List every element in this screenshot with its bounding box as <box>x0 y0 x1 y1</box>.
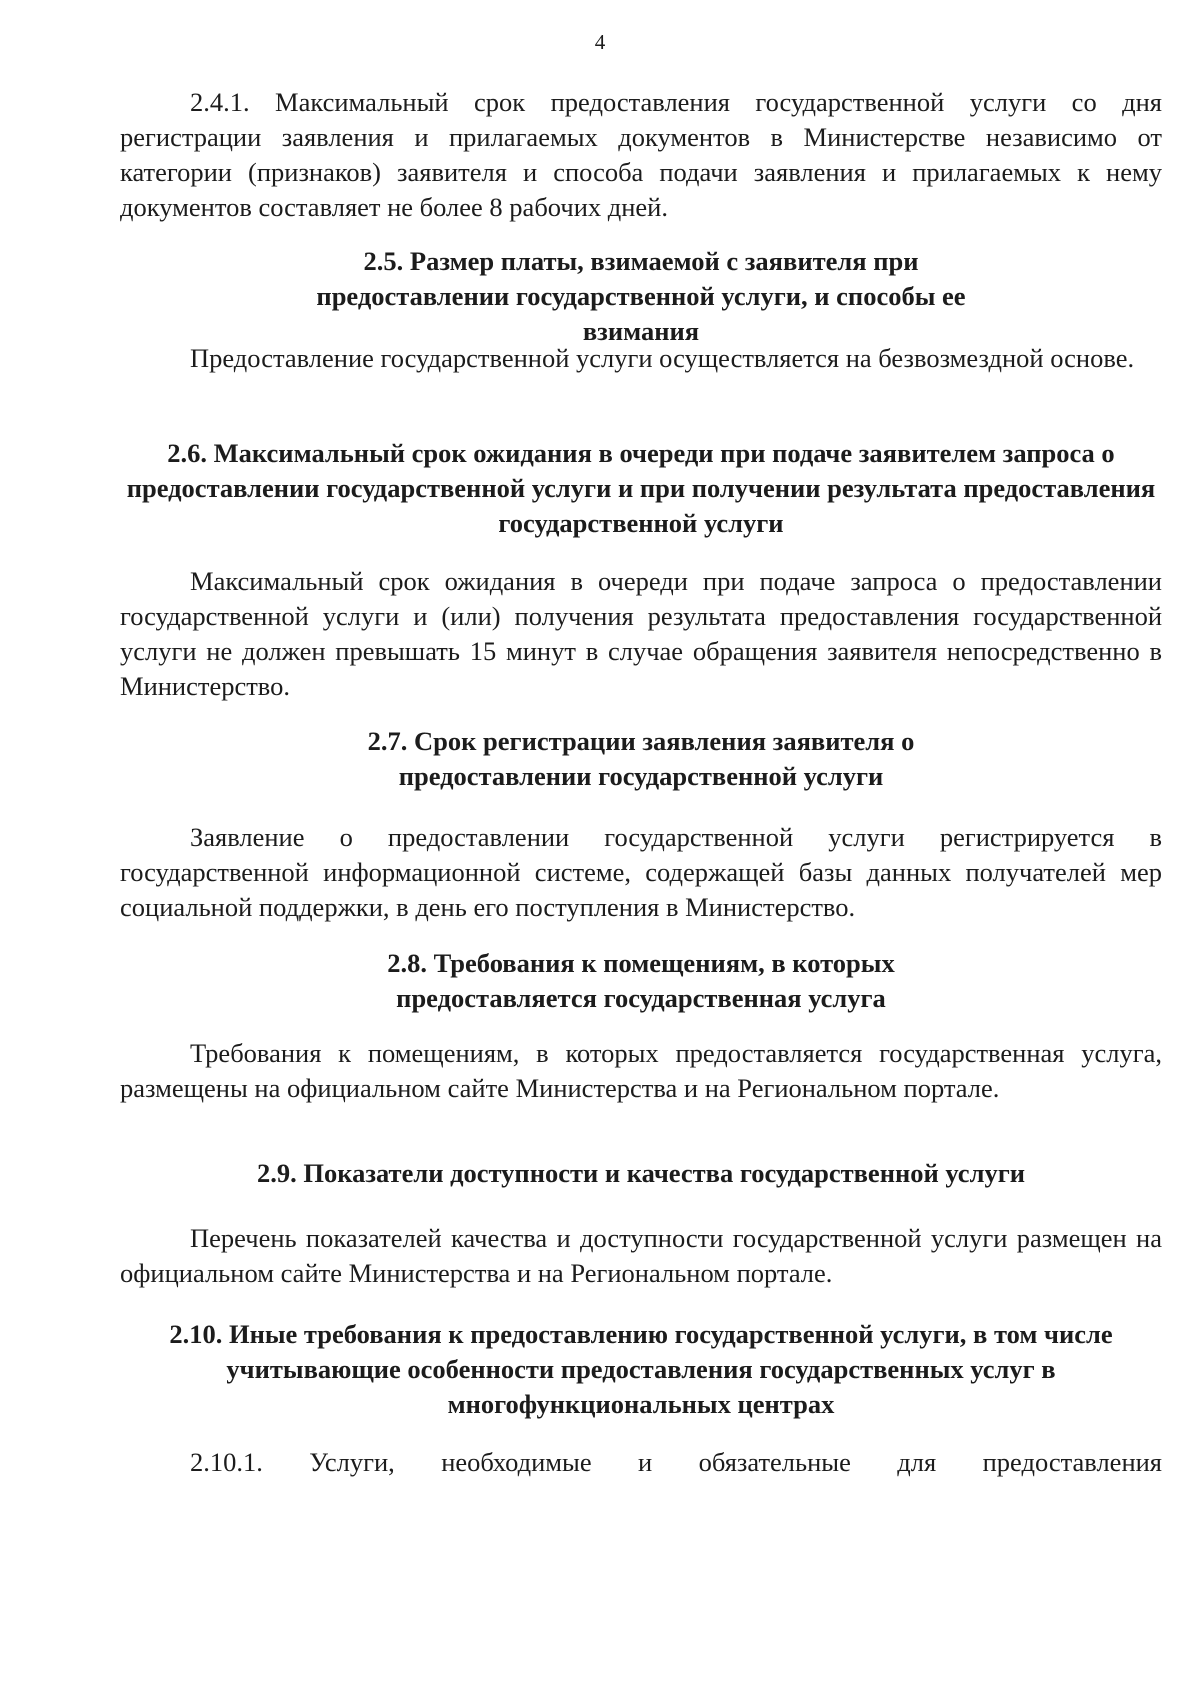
paragraph-2-10-1: 2.10.1. Услуги, необходимые и обязательные для предоставления <box>190 1447 1162 1477</box>
heading-2-7: 2.7. Срок регистрации заявления заявителя о предоставлении государственной услуги <box>367 726 915 791</box>
heading-2-10: 2.10. Иные требования к предоставлению государственной услуги, в том числе учитывающие особенности предоставления государственных услуг в многофункциональных центрах <box>169 1319 1113 1419</box>
paragraph-2-6: Максимальный срок ожидания в очереди при подаче запроса о предоставлении государственной услуги и (или) получения результата предоставления государственной услуги не должен превышать 15 минут в случае обращения заявителя непосредственно в Министерство. <box>120 566 1162 701</box>
page-number: 4 <box>594 30 606 54</box>
heading-2-8: 2.8. Требования к помещениям, в которых предоставляется государственная услуга <box>387 948 895 1013</box>
paragraph-2-8: Требования к помещениям, в которых предоставляется государственная услуга, размещены на официальном сайте Министерства и на Региональном портале. <box>120 1038 1162 1103</box>
heading-2-5: 2.5. Размер платы, взимаемой с заявителя при предоставлении государственной услуги, и способы ее взимания <box>316 246 966 346</box>
paragraph-2-5: Предоставление государственной услуги осуществляется на безвозмездной основе. <box>190 343 1135 373</box>
paragraph-2-7: Заявление о предоставлении государственной услуги регистрируется в государственной информационной системе, содержащей базы данных получателей мер социальной поддержки, в день его поступления в Министерство. <box>120 822 1162 922</box>
paragraph-2-4-1: 2.4.1. Максимальный срок предоставления государственной услуги со дня регистрации заявления и прилагаемых документов в Министерстве независимо от категории (признаков) заявителя и способа подачи заявления и прилагаемых к нему документов составляет не более 8 рабочих дней. <box>120 87 1162 222</box>
heading-2-9: 2.9. Показатели доступности и качества государственной услуги <box>256 1158 1025 1188</box>
paragraph-2-9: Перечень показателей качества и доступности государственной услуги размещен на официальном сайте Министерства и на Региональном портале. <box>120 1223 1162 1288</box>
heading-2-6: 2.6. Максимальный срок ожидания в очереди при подаче заявителем запроса о предоставлении государственной услуги и при получении результата предоставления государственной услуги <box>126 438 1156 538</box>
